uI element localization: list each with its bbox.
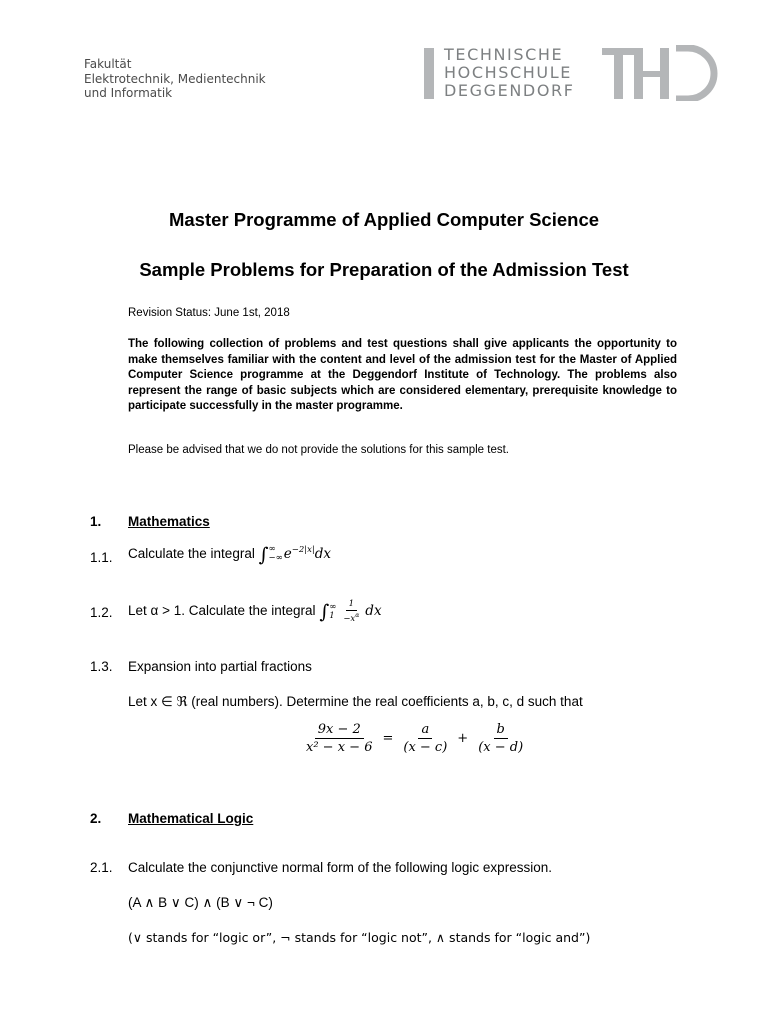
integral-sign: ∫ xyxy=(258,544,269,566)
problem-1-2 xyxy=(128,599,382,624)
integrand: e xyxy=(283,546,292,562)
logo-line: DEGGENDORF xyxy=(444,81,575,100)
numerator: 1 xyxy=(346,599,357,611)
problem-text: Expansion into partial fractions xyxy=(128,659,312,674)
fraction-b xyxy=(475,722,526,755)
problem-number: 1.3. xyxy=(90,659,113,674)
problem-1-1 xyxy=(128,544,331,566)
differential: dx xyxy=(365,603,382,620)
upper-limit: ∞ xyxy=(268,544,276,555)
page-subtitle: Sample Problems for Preparation of the Admission Test xyxy=(139,259,629,280)
problem-text: Let x ∈ ℜ (real numbers). Determine the real coefficients a, b, c, d such that xyxy=(128,694,583,709)
denominator: (x − d) xyxy=(478,740,524,755)
differential: dx xyxy=(314,546,332,562)
faculty-name xyxy=(84,57,266,101)
denominator: x² − x − 6 xyxy=(306,740,373,755)
problem-text: Calculate the conjunctive normal form of the following logic expression. xyxy=(128,860,552,875)
fraction xyxy=(340,599,362,624)
exponent: −2|x| xyxy=(291,545,315,555)
section-number: 2. xyxy=(90,811,102,826)
numerator: a xyxy=(418,722,432,739)
advice-text: Please be advised that we do not provide the solutions for this sample test. xyxy=(128,444,509,456)
lower-limit: −∞ xyxy=(268,553,283,564)
logo-line: HOCHSCHULE xyxy=(444,63,572,82)
revision-status: Revision Status: June 1st, 2018 xyxy=(128,307,290,319)
denominator xyxy=(340,611,362,624)
thd-logo xyxy=(424,45,720,101)
page-title: Master Programme of Applied Computer Science xyxy=(168,209,600,230)
equals-sign: = xyxy=(382,731,394,746)
lower-limit: 1 xyxy=(329,610,335,621)
partial-fraction-equation xyxy=(300,722,529,755)
logo-bar xyxy=(424,48,434,99)
integral-sign: ∫ xyxy=(319,601,330,624)
logo-text xyxy=(444,46,575,100)
section-number: 1. xyxy=(90,514,102,529)
logic-expression: (A ∧ B ∨ C) ∧ (B ∨ ¬ C) xyxy=(128,895,273,910)
denominator-base: −x xyxy=(343,614,356,624)
thd-monogram-icon xyxy=(600,45,720,101)
problem-number: 2.1. xyxy=(90,860,113,875)
faculty-line: Elektrotechnik, Medientechnik xyxy=(84,71,266,86)
integral-limits xyxy=(269,545,283,563)
denominator: (x − c) xyxy=(403,740,448,755)
numerator: b xyxy=(494,722,508,739)
problem-number: 1.2. xyxy=(90,605,113,620)
section-title: Mathematical Logic xyxy=(128,811,254,826)
intro-paragraph: The following collection of problems and test questions shall give applicants the opportunity to make themselves familiar with the content and level of the admission test for the Master of Applied Computer Science programme at the Deggendorf Institute of Technology. The problems also represent the range of basic subjects which are considered elementary, prerequisite knowledge to participate successfully in the master programme. xyxy=(128,338,677,412)
fraction-a xyxy=(400,722,450,755)
faculty-line: Fakultät xyxy=(84,57,132,71)
problem-number: 1.1. xyxy=(90,550,113,565)
upper-limit: ∞ xyxy=(329,601,337,612)
lhs-fraction xyxy=(303,722,375,755)
logo-line: TECHNISCHE xyxy=(444,45,564,64)
numerator: 9x − 2 xyxy=(315,722,364,739)
plus-sign: + xyxy=(457,731,469,746)
problem-text: Calculate the integral xyxy=(128,546,255,561)
faculty-line: und Informatik xyxy=(84,86,173,100)
integral-limits xyxy=(329,603,336,621)
denominator-exponent: α xyxy=(355,612,360,619)
logic-legend: (∨ stands for “logic or”, ¬ stands for “logic not”, ∧ stands for “logic and”) xyxy=(128,930,591,945)
problem-text: Let α > 1. Calculate the integral xyxy=(128,603,316,619)
section-title: Mathematics xyxy=(128,514,210,529)
